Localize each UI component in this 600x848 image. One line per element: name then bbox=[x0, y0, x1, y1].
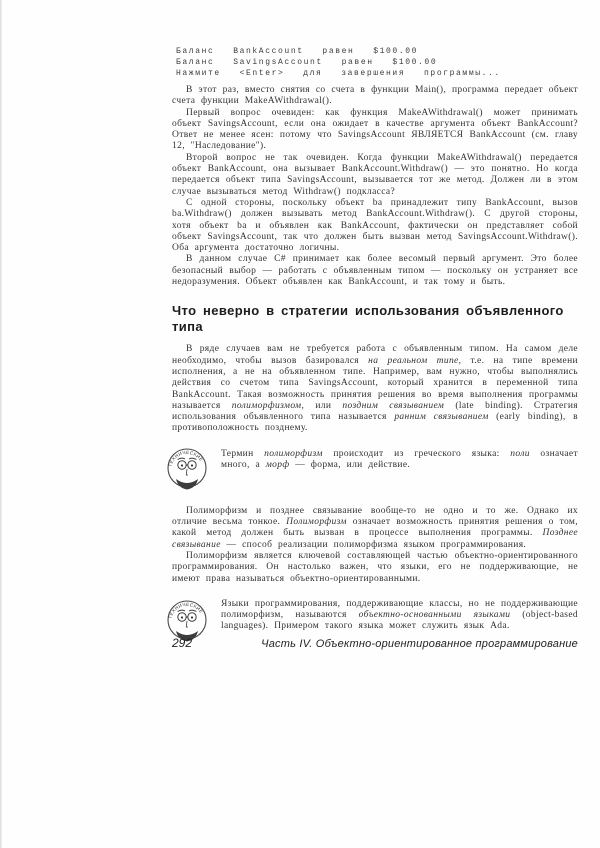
text-run: Термин bbox=[221, 448, 265, 459]
text-run: Языки программирования, поддерживающие классы, но не поддерживающие полиморфизм, называются bbox=[221, 598, 578, 621]
text-run: Первый вопрос очевиден: как функция MakeAWithdrawal() может принимать объект SavingsAccount, если она ожидает в качестве аргумента объект BankAccount? Ответ не менее ясен: потому что SavingsAccount ЯВЛЯЕТСЯ BankAccount (см. главу 12, "Наследование"). bbox=[172, 107, 578, 152]
text-run: В данном случае C# принимает как более весомый первый аргумент. Это более безопасный выбор — работать с объявленным типом — поскольку он устраняет все недоразумения. Объект объявлен как BankAccount, и так тому и быть. bbox=[172, 254, 578, 288]
console-line: Нажмите <Enter> для завершения программы... bbox=[176, 69, 501, 78]
text-run-italic: полиморфизмом bbox=[231, 400, 302, 411]
text-run: В ряде случаев вам не требуется работа с объявленным типом. На самом деле необходимо, чтобы вызов базировался bbox=[172, 344, 578, 366]
text-run-italic: ранним связыванием bbox=[394, 412, 489, 423]
note-text bbox=[221, 599, 578, 633]
text-run: (object-based languages). Примером такого языка может служить язык Ada. bbox=[221, 610, 579, 632]
page-number: 292 bbox=[172, 636, 193, 650]
text-run: , т.е. на типе времени исполнения, а не на объявленном типе. Например, вам нужно, чтобы выполнялись действия со счетом типа SavingsAccount, который хранится в переменной типа BankAccount. Такая возможность принятия решения во время выполнения программы называется bbox=[172, 355, 578, 411]
text-run: Второй вопрос не так очевиден. Когда функции MakeAWithdrawal() передается объект BankAccount, она вызывает BankAccount.Withdraw() — это понятно. Но когда передается объект типа SavingsAccount, вызывается тот же метод. Должен ли в этом случае вызываться метод Withdraw() подкласса? bbox=[172, 152, 578, 197]
text-run: (early binding), в противоположность позднему. bbox=[172, 412, 579, 434]
paragraph-6 bbox=[172, 344, 578, 434]
text-run: Полиморфизм является ключевой составляющей частью объектно-ориентированного программирования. Он настолько важен, что языки, его не поддерживающие, не имеют права называться объектно-ориентированными. bbox=[172, 550, 578, 584]
paragraph-8 bbox=[172, 551, 578, 585]
text-run: означает много, а bbox=[221, 448, 578, 471]
console-output-block bbox=[176, 46, 578, 79]
scan-edge-shadow bbox=[0, 0, 2, 848]
text-run: означает возможность принятия решения о том, какой метод должен быть вызван в процессе выполнения программы. bbox=[172, 517, 578, 539]
text-run: (late binding). Стратегия использования объявленного типа называется bbox=[172, 400, 579, 423]
text-run: — форма, или действие. bbox=[289, 460, 411, 471]
icon-label-top: ТЕХНИЧЕСКИЕ bbox=[167, 449, 205, 468]
text-run-italic: объектно-основанными языками bbox=[358, 610, 511, 621]
console-line: Баланс SavingsAccount равен $100.00 bbox=[176, 58, 438, 67]
paragraph-7 bbox=[172, 506, 578, 551]
technical-note-1 bbox=[163, 444, 578, 499]
text-run-italic: морф bbox=[265, 460, 290, 471]
text-run: Полиморфизм и позднее связывание вообще-то не одно и то же. Однако их отличие весьма тонкое. bbox=[172, 505, 578, 528]
page-footer bbox=[172, 636, 578, 650]
icon-label-top: ТЕХНИЧЕСКИЕ bbox=[167, 601, 205, 620]
paragraph-2 bbox=[172, 108, 578, 153]
section-heading: Что неверно в стратегии использования объявленного типа bbox=[172, 303, 564, 335]
text-run-italic: на реальном типе bbox=[368, 355, 459, 366]
text-run-italic: Позднее связывание bbox=[172, 528, 578, 550]
text-run-italic: поздним связыванием bbox=[342, 400, 445, 411]
text-run-italic: полиморфизм bbox=[264, 448, 323, 459]
paragraph-3 bbox=[172, 153, 578, 198]
technical-details-icon bbox=[163, 444, 211, 499]
paragraph-1 bbox=[172, 85, 578, 108]
text-run: В этот раз, вместо снятия со счета в функции Main(), программа передает объект счета функции MakeAWithdrawal(). bbox=[172, 85, 578, 107]
icon-label-bottom: ПОДРОБНОСТИ bbox=[172, 624, 201, 636]
text-run: , или bbox=[301, 400, 343, 411]
paragraph-5 bbox=[172, 254, 578, 288]
text-run: происходит из греческого языка: bbox=[322, 448, 511, 459]
footer-part-title: Часть IV. Объектно-ориентированное программирование bbox=[261, 638, 578, 650]
paragraph-4 bbox=[172, 198, 578, 254]
text-run-italic: поли bbox=[510, 448, 530, 459]
text-run: С одной стороны, поскольку объект ba принадлежит типу BankAccount, вызов ba.Withdraw() должен вызывать метод BankAccount.Withdraw(). С другой стороны, хотя объект ba и объявлен как BankAccount, фактически он представляет собой объект SavingsAccount, так что должен быть вызван метод SavingsAccount.Withdraw(). Оба аргумента достаточно логичны. bbox=[172, 197, 578, 254]
text-run: — способ реализации полиморфизма языком программирования. bbox=[220, 539, 527, 550]
page-content bbox=[167, 46, 579, 662]
text-run-italic: Полиморфизм bbox=[286, 517, 347, 528]
icon-label-bottom: ПОДРОБНОСТИ bbox=[172, 472, 201, 483]
console-line: Баланс BankAccount равен $100.00 bbox=[176, 47, 419, 56]
note-text bbox=[221, 449, 578, 472]
